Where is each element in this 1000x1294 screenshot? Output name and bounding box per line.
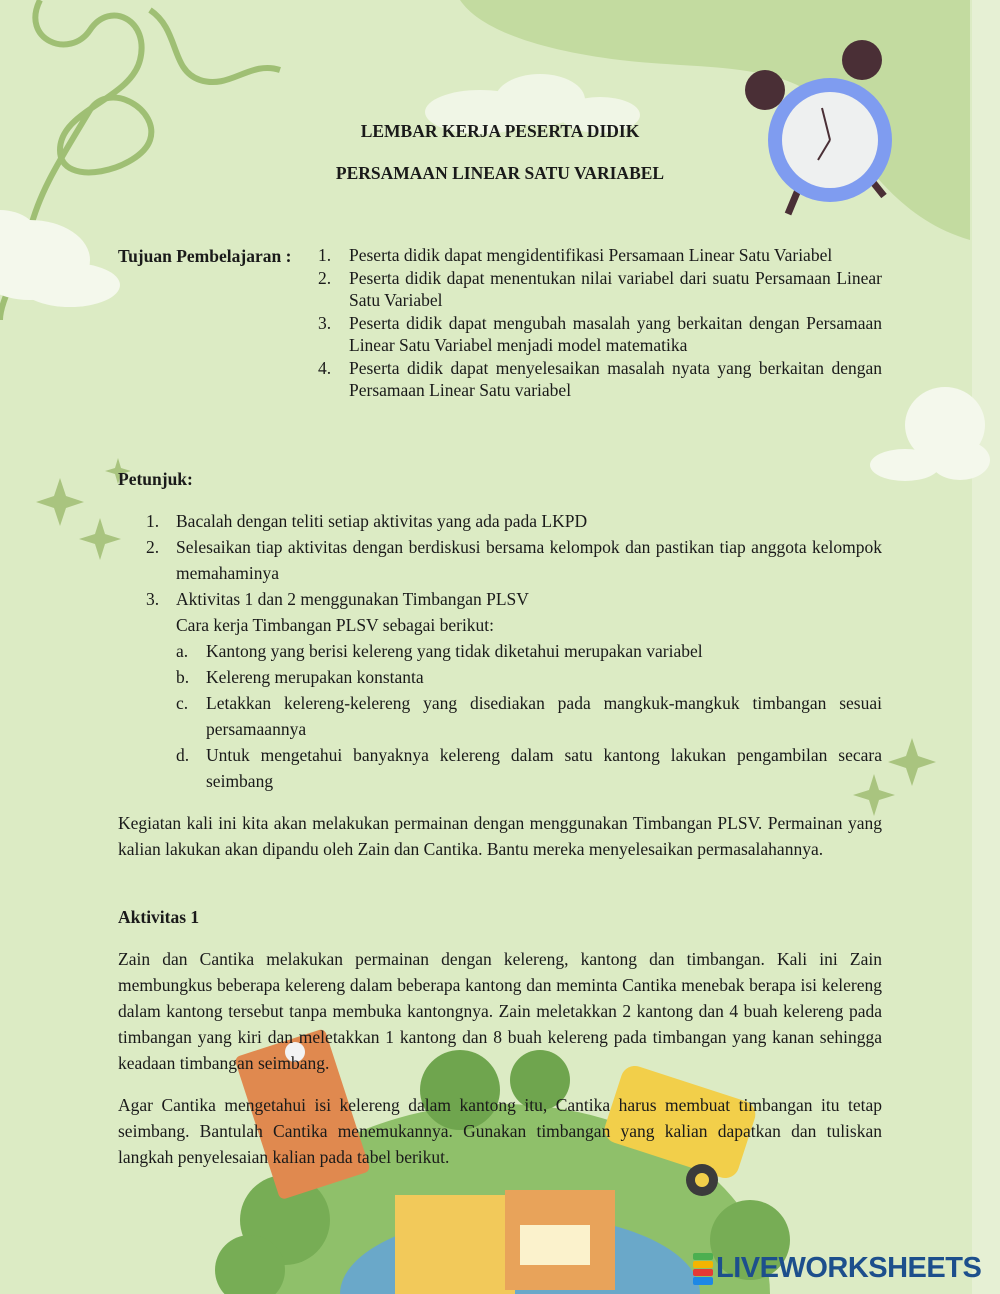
learning-objectives-list [318,244,882,402]
learning-objectives-label: Tujuan Pembelajaran : [118,246,292,266]
activity-paragraph-1: Zain dan Cantika melakukan permainan dengan kelereng, kantong dan timbangan. Kali ini Zain membungkus beberapa kelereng dalam beberapa kantong dan meminta Cantika menebak berapa isi kelereng dalam kantong tersebut tanpa membuka kantongnya. Zain meletakkan 2 kantong dan 4 buah kelereng pada timbangan yang kiri dan meletakkan 1 kantong dan 8 buah kelereng pada timbangan yang kanan sehingga keadaan timbangan seimbang. [118,949,882,1073]
worksheet-title: LEMBAR KERJA PESERTA DIDIK [360,121,640,141]
worksheet-subtitle: PERSAMAAN LINEAR SATU VARIABEL [335,163,665,183]
logo-text: LIVEWORKSHEETS [716,1252,982,1284]
objective-item: 2. Peserta didik dapat menentukan nilai variabel dari suatu Persamaan Linear Satu Variabel [318,267,882,310]
sub-instruction-item: a. Kantong yang berisi kelereng yang tidak diketahui merupakan variabel [176,641,703,661]
right-strip [972,0,1000,1294]
intro-paragraph: Kegiatan kali ini kita akan melakukan permainan dengan menggunakan Timbangan PLSV. Permainan yang kalian lakukan akan dipandu oleh Zain dan Cantika. Bantu mereka menyelesaikan permasalahannya. [118,813,882,859]
objective-item: 3. Peserta didik dapat mengubah masalah yang berkaitan dengan Persamaan Linear Satu Variabel menjadi model matematika [318,312,882,355]
instruction-item: 2. Selesaikan tiap aktivitas dengan berdiskusi bersama kelompok dan pastikan tiap anggota kelompok memahaminya [146,537,882,583]
cloud-right [870,387,990,481]
activity-heading: Aktivitas 1 [118,907,200,927]
instruction-subtext: Cara kerja Timbangan PLSV sebagai berikut: [176,615,495,635]
sub-instruction-item: b. Kelereng merupakan konstanta [176,667,424,687]
logo-mark-icon [693,1253,713,1285]
sub-instruction-item: d. Untuk mengetahui banyaknya kelereng dalam satu kantong lakukan pengambilan secara seimbang [176,745,882,791]
instruction-item: 3. Aktivitas 1 dan 2 menggunakan Timbangan PLSV Cara kerja Timbangan PLSV sebagai berikut: a. Kantong yang berisi kelereng yang tidak diketahui merupakan variabel b. Kelereng merupakan konstanta c. Letakkan kelereng-kelereng yang disediakan pada mangkuk-mangkuk timbangan sesuai persamaannya d. Untuk mengetahui banyaknya kelereng dalam satu kantong lakukan pengambilan secara seimbang [118,586,882,794]
instructions-list [118,508,882,794]
wavy-line-2 [150,10,280,82]
timbangan-steps-list [176,638,882,794]
activity-paragraph-2: Agar Cantika mengetahui isi kelereng dalam kantong itu, Cantika harus membuat timbangan itu tetap seimbang. Bantulah Cantika menemukannya. Gunakan timbangan yang kalian dapatkan dan tuliskan langkah penyelesaian kalian pada tabel berikut. [118,1095,882,1167]
liveworksheets-logo[interactable] [693,1252,981,1285]
cloud-left [0,210,120,307]
instruction-item: 1. Bacalah dengan teliti setiap aktivitas yang ada pada LKPD [146,511,588,531]
objective-item: 1. Peserta didik dapat mengidentifikasi Persamaan Linear Satu Variabel [318,245,833,265]
sub-instruction-item: c. Letakkan kelereng-kelereng yang disediakan pada mangkuk-mangkuk timbangan sesuai persamaannya [176,693,882,739]
instructions-heading: Petunjuk: [118,469,193,489]
objective-item: 4. Peserta didik dapat menyelesaikan masalah nyata yang berkaitan dengan Persamaan Linear Satu variabel [318,357,882,400]
